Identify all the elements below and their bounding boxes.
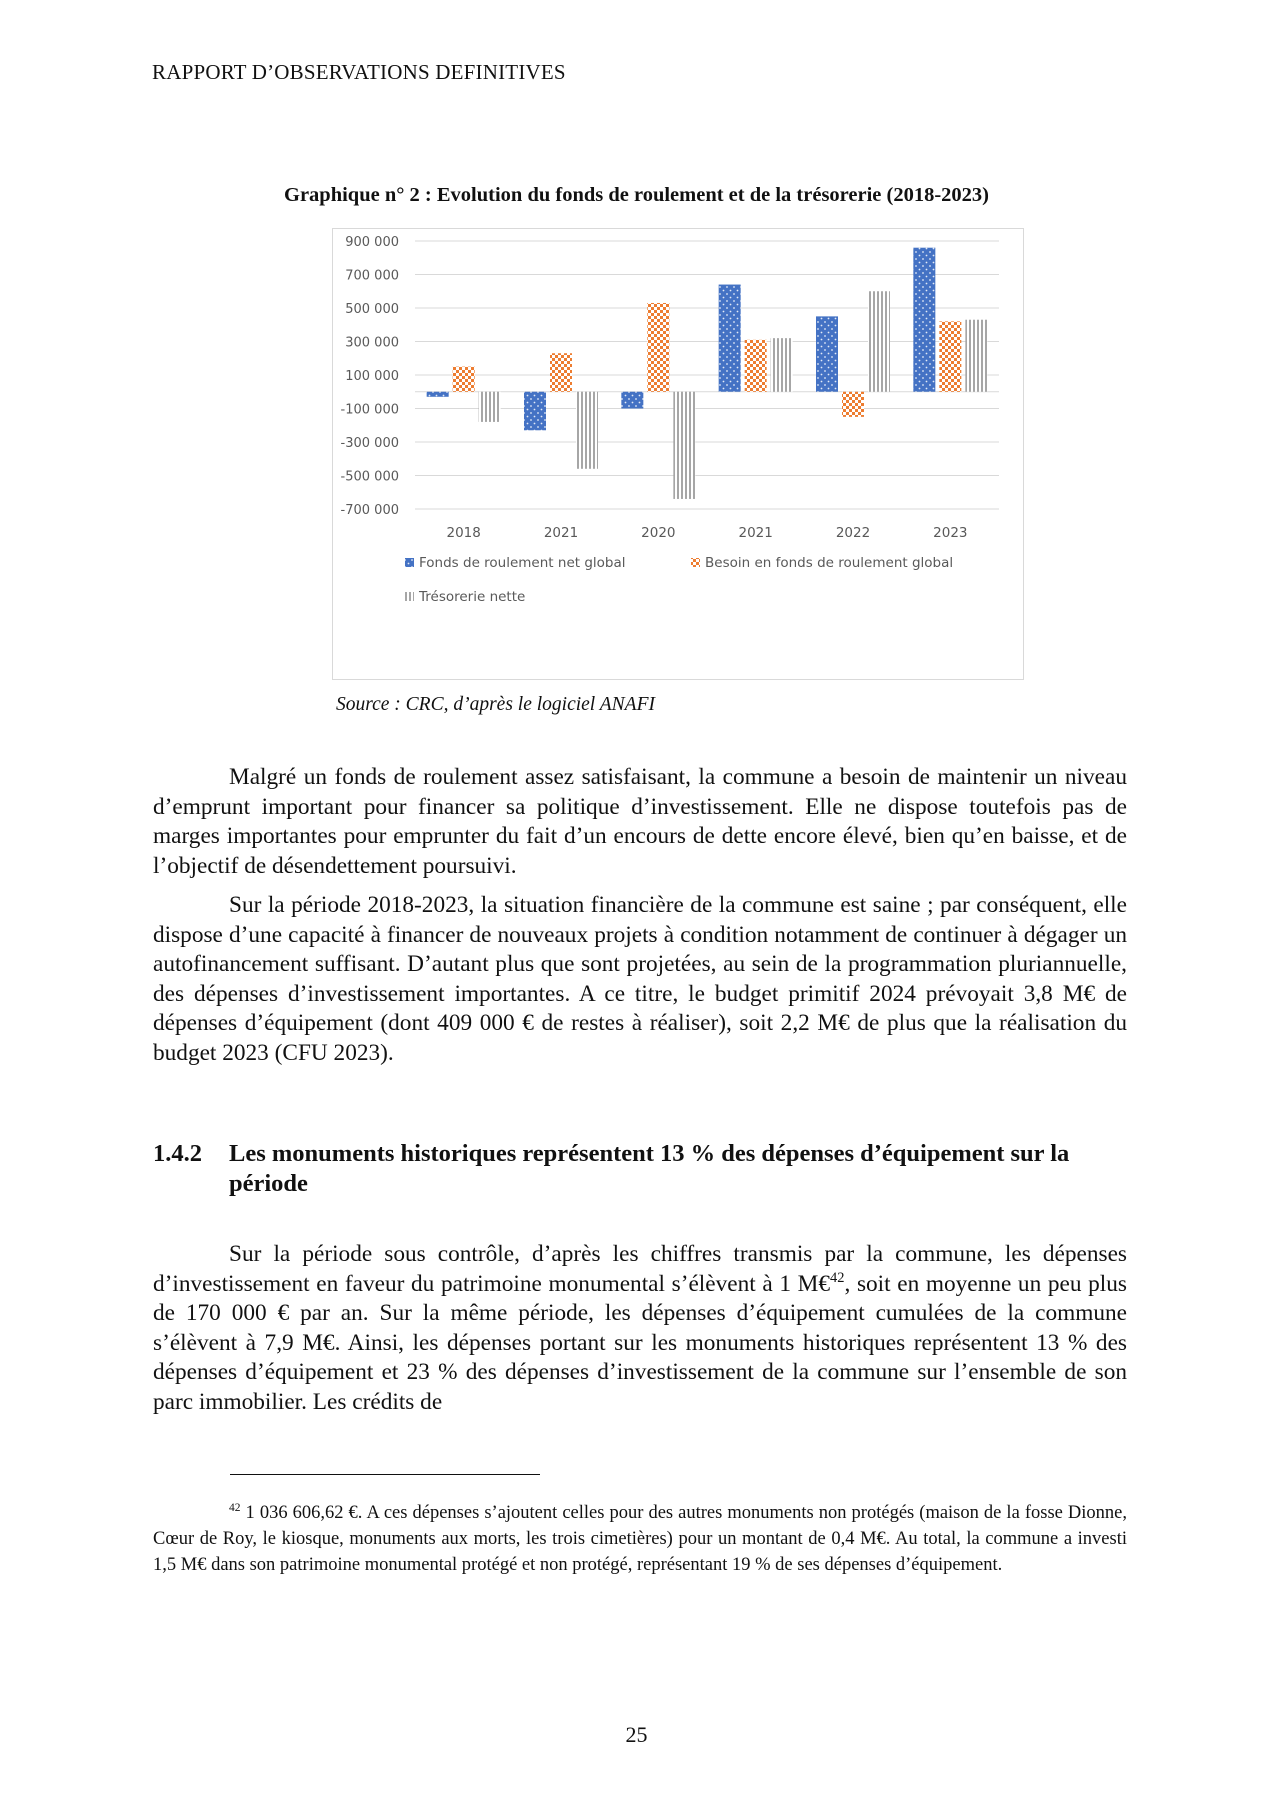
bar-dots [913,248,935,392]
report-header: RAPPORT D’OBSERVATIONS DEFINITIVES [152,60,566,84]
bar-vlines [868,291,890,392]
y-tick-label: 900 000 [345,235,399,250]
x-tick-label: 2018 [446,525,481,541]
section-heading [153,1139,1127,1199]
footnote [153,1500,1127,1578]
y-tick-label: -300 000 [340,436,399,451]
bar-vlines [673,392,695,499]
x-tick-label: 2021 [543,525,579,541]
paragraph: Sur la période 2018-2023, la situation financière de la commune est saine ; par conséquent, elle dispose d’une capacité à financer de nouveaux projets à condition notamment de continuer à dégager un autofinancement suffisant. D’autant plus que sont projetées, au sein de la programmation pluriannuelle, des dépenses d’investissement importantes. A ce titre, le budget primitif 2024 prévoyait 3,8 M€ de dépenses d’équipement (dont 409 000 € de restes à réaliser), soit 2,2 M€ de plus que la réalisation du budget 2023 (CFU 2023). [153,892,1127,1066]
section-title: Les monuments historiques représentent 13 % des dépenses d’équipement sur la période [229,1140,1070,1197]
x-tick-label: 2020 [641,525,676,541]
bar-checker [453,367,475,392]
legend-label: Trésorerie nette [419,589,526,605]
bar-vlines [771,338,793,392]
bar-vlines [576,392,598,469]
legend-label: Fonds de roulement net global [419,555,626,571]
x-tick-label: 2023 [933,525,968,541]
figure-source: Source : CRC, d’après le logiciel ANAFI [336,694,655,715]
section-body [153,1240,1127,1427]
body-text [153,763,1127,1078]
bar-dots [621,392,643,409]
y-tick-label: -500 000 [340,469,399,485]
bar-dots [719,285,741,392]
legend-swatch [405,558,414,567]
x-tick-label: 2022 [835,525,871,541]
footnote-text: 1 036 606,62 €. A ces dépenses s’ajoutent celles pour des autres monuments non protégés (maison de la fosse Dionne, Cœur de Roy, le kiosque, monuments aux morts, les trois cimetières) pour un montant de 0,4 M€. Au total, la commune a investi 1,5 M€ dans son patrimoine monumental protégé et non protégé, représentant 19 % de ses dépenses d’équipement. [153,1503,1127,1575]
bar-chart [333,229,1023,679]
x-tick-label: 2021 [738,525,773,541]
bar-checker [647,303,669,392]
y-tick-label: 100 000 [345,369,399,384]
y-tick-label: -700 000 [340,503,399,518]
paragraph [153,1240,1127,1417]
legend-swatch [691,558,700,567]
footnote-number: 42 [229,1501,241,1514]
bar-vlines [965,320,987,392]
y-tick-label: -100 000 [340,402,399,418]
bar-checker [745,340,767,392]
legend-swatch [405,592,414,601]
paragraph-text: Sur la période sous contrôle, d’après les chiffres transmis par la commune, les dépenses d’investissement en faveur du patrimoine monumental s’élèvent à 1 M€ [153,1241,1127,1297]
bar-checker [842,392,864,417]
bar-dots [816,316,838,391]
legend-label: Besoin en fonds de roulement global [705,555,954,571]
bar-checker [939,321,961,391]
chart-container [332,228,1024,680]
bar-dots [427,392,449,397]
paragraph-text: , soit en moyenne un peu plus de 170 000 € par an. Sur la même période, les dépenses d’équipement cumulées de la commune s’élèvent à 7,9 M€. Ainsi, les dépenses portant sur les monuments historiques représentent 13 % des dépenses d’équipement et 23 % des dépenses d’investissement de la commune sur l’ensemble de son parc immobilier. Les crédits de [153,1270,1127,1415]
section-number: 1.4.2 [153,1140,202,1167]
bar-vlines [479,392,501,422]
y-tick-label: 500 000 [345,302,399,317]
footnote-reference[interactable]: 42 [830,1269,845,1286]
paragraph: Malgré un fonds de roulement assez satisfaisant, la commune a besoin de maintenir un niveau d’emprunt important pour financer sa politique d’investissement. Elle ne dispose toutefois pas de marges importantes pour emprunter du fait d’un encours de dette encore élevé, bien qu’en baisse, et de l’objectif de désendettement poursuivi. [153,764,1127,879]
page-number: 25 [625,1722,648,1747]
y-tick-label: 700 000 [345,268,399,284]
footnote-separator [230,1474,540,1475]
bar-checker [550,353,572,392]
bar-dots [524,392,546,431]
y-tick-label: 300 000 [345,335,399,351]
figure-caption: Graphique n° 2 : Evolution du fonds de roulement et de la trésorerie (2018-2023) [284,184,989,206]
